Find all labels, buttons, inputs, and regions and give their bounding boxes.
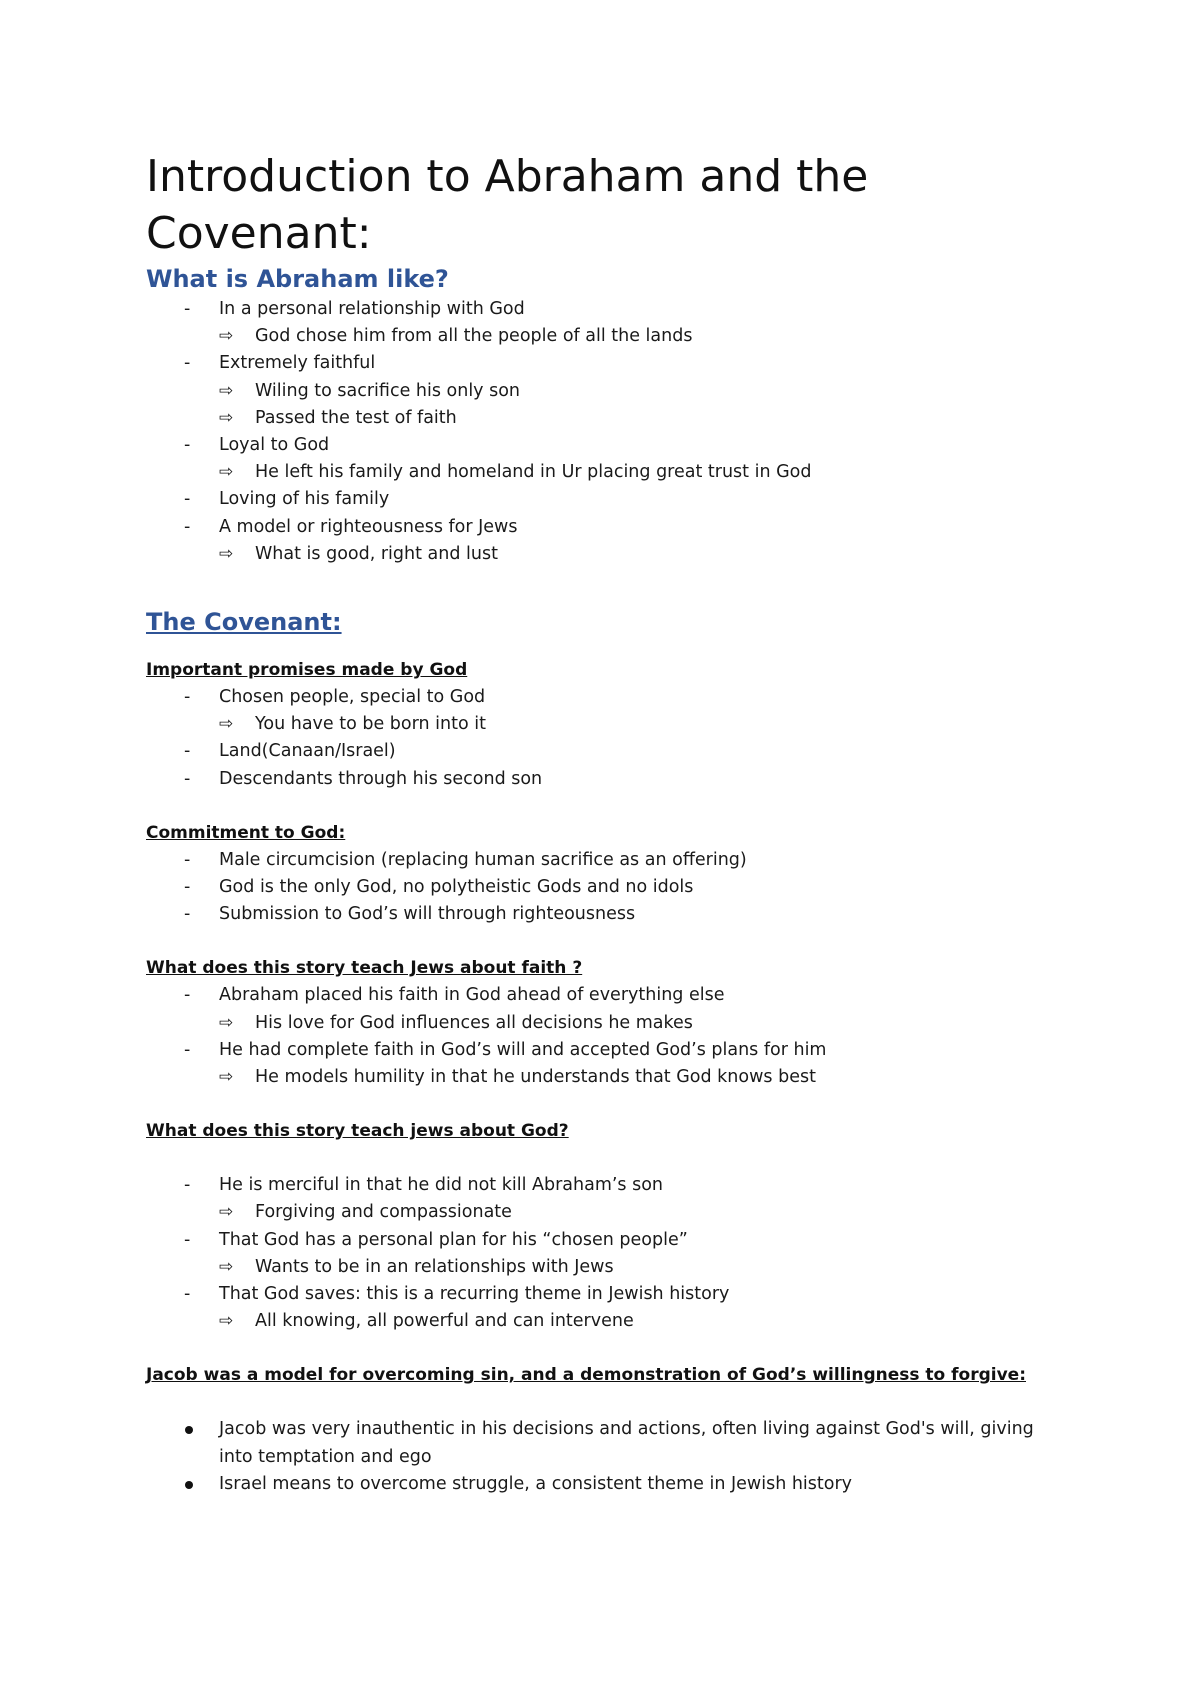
list-item-text: Land(Canaan/Israel) [219,741,396,762]
dash-icon: - [184,1229,191,1250]
arrow-right-icon: ⇨ [219,380,234,401]
list-item [146,1172,1066,1199]
list-item [146,323,1066,350]
list-item-text: That God saves: this is a recurring theme in Jewish history [219,1284,730,1305]
list-item-text: Loyal to God [219,435,330,456]
list-item-text: He is merciful in that he did not kill Abraham’s son [219,1175,664,1196]
subheading-about-god: What does this story teach jews about God? [146,1121,569,1142]
list-item [146,1199,1066,1226]
list-item [146,1037,1066,1064]
subheading-jacob: Jacob was a model for overcoming sin, and a demonstration of God’s willingness to forgive: [146,1365,1026,1386]
list-item [146,296,1066,323]
list-item [146,1308,1066,1335]
list-item [146,514,1066,541]
list-item [146,486,1066,513]
list-item-text: You have to be born into it [255,714,486,735]
about-god-list [146,1172,1066,1335]
list-item [146,874,1066,901]
dash-icon: - [184,768,191,789]
list-item [146,982,1066,1009]
list-item [146,1281,1066,1308]
list-item [146,847,1066,874]
list-item-text: Israel means to overcome struggle, a consistent theme in Jewish history [219,1473,853,1494]
bullet-icon [185,1426,193,1434]
dash-icon: - [184,985,191,1006]
list-item-text: God is the only God, no polytheistic Gods and no idols [219,877,694,898]
dash-icon: - [184,1284,191,1305]
list-item-text: Wants to be in an relationships with Jews [255,1256,614,1277]
dash-icon: - [184,299,191,319]
list-item-text: Chosen people, special to God [219,687,486,708]
list-item-text: Forgiving and compassionate [255,1202,512,1223]
document-title: Introduction to Abraham and the Covenant: [146,151,869,259]
bullet-icon [185,1481,193,1489]
list-item-text: He models humility in that he understands that God knows best [255,1067,816,1088]
list-item [146,684,1066,711]
list-item-text: Wiling to sacrifice his only son [255,380,521,401]
arrow-right-icon: ⇨ [219,1311,234,1332]
dash-icon: - [184,516,191,537]
subheading-commitment: Commitment to God: [146,822,346,843]
dash-icon: - [184,904,191,925]
list-item-text: Submission to God’s will through righteousness [219,904,636,925]
arrow-right-icon: ⇨ [219,714,234,735]
list-item [146,405,1066,432]
arrow-right-icon: ⇨ [219,543,234,564]
list-item-text: Extremely faithful [219,353,376,374]
list-item [146,766,1066,793]
arrow-right-icon: ⇨ [219,1067,234,1088]
list-item-text: He had complete faith in God’s will and accepted God’s plans for him [219,1039,827,1060]
list-item [146,378,1066,405]
arrow-right-icon: ⇨ [219,1012,234,1033]
section-heading-abraham: What is Abraham like? [146,265,449,293]
promises-list [146,684,1066,793]
dash-icon: - [184,489,191,510]
list-item [146,459,1066,486]
list-item [146,1416,1066,1470]
list-item-text: He left his family and homeland in Ur placing great trust in God [255,462,812,483]
list-item-text: His love for God influences all decisions he makes [255,1012,693,1033]
list-item-text: Abraham placed his faith in God ahead of everything else [219,985,725,1006]
dash-icon: - [184,1039,191,1060]
list-item-text: A model or righteousness for Jews [219,516,518,537]
abraham-traits-list [146,296,1066,568]
dash-icon: - [184,741,191,762]
dash-icon: - [184,435,191,456]
list-item [146,1010,1066,1037]
list-item [146,350,1066,377]
list-item [146,1471,1066,1498]
list-item-text: All knowing, all powerful and can intervene [255,1311,634,1332]
list-item [146,432,1066,459]
arrow-right-icon: ⇨ [219,1256,234,1277]
list-item-text: In a personal relationship with God [219,299,525,319]
arrow-right-icon: ⇨ [219,1202,234,1223]
dash-icon: - [184,1175,191,1196]
list-item-text: Jacob was very inauthentic in his decisions and actions, often living against God's will, giving into temptation and ego [219,1419,1034,1467]
subheading-faith: What does this story teach Jews about faith ? [146,958,583,979]
list-item-text: That God has a personal plan for his “chosen people” [219,1229,688,1250]
jacob-list [146,1416,1066,1498]
dash-icon: - [184,849,191,870]
dash-icon: - [184,877,191,898]
section-heading-covenant: The Covenant: [146,608,342,637]
list-item-text: Male circumcision (replacing human sacrifice as an offering) [219,849,747,870]
list-item [146,541,1066,568]
list-item [146,711,1066,738]
dash-icon: - [184,353,191,374]
list-item [146,1227,1066,1254]
subheading-promises: Important promises made by God [146,660,468,681]
list-item-text: What is good, right and lust [255,543,498,564]
list-item [146,738,1066,765]
list-item [146,901,1066,928]
faith-list [146,982,1066,1091]
list-item [146,1064,1066,1091]
dash-icon: - [184,687,191,708]
commitment-list [146,847,1066,929]
list-item [146,1254,1066,1281]
list-item-text: Passed the test of faith [255,407,457,428]
arrow-right-icon: ⇨ [219,462,234,483]
list-item-text: Descendants through his second son [219,768,543,789]
document-page [146,148,1066,1498]
list-item-text: Loving of his family [219,489,390,510]
arrow-right-icon: ⇨ [219,326,234,347]
list-item-text: God chose him from all the people of all the lands [255,326,693,347]
arrow-right-icon: ⇨ [219,407,234,428]
